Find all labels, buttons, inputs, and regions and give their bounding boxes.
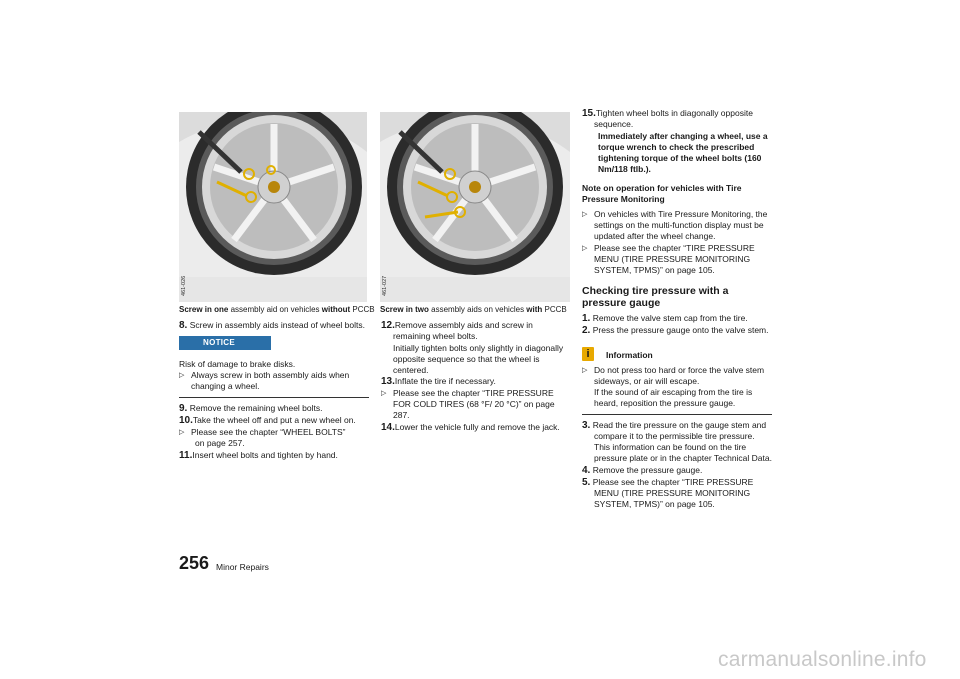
step-12: 12.Remove assembly aids and screw in remaining wheel bolts. xyxy=(381,320,533,341)
section-heading: Checking tire pressure with a pressure gauge xyxy=(582,285,729,309)
page-number: 256 xyxy=(179,553,210,573)
gauge-step-4: 4. Remove the pressure gauge. xyxy=(582,465,703,476)
wheel-illustration xyxy=(380,112,570,302)
divider xyxy=(179,397,369,398)
gauge-step-3: 3. Read the tire pressure on the gauge stem and compare it to the permissible tire pressure. This information can be found on the tire pressure plate or in the chapter Technical Data. xyxy=(582,420,772,463)
step-9: 9. Remove the remaining wheel bolts. xyxy=(179,403,323,414)
figure-caption-left: Screw in one assembly aid on vehicles without PCCB xyxy=(179,305,375,314)
wheel-figure-one-aid xyxy=(179,112,367,302)
gauge-step-1: 1. Remove the valve stem cap from the tire. xyxy=(582,313,748,324)
divider xyxy=(582,414,772,415)
bullet-tpms-menu: ▷ Please see the chapter “TIRE PRESSURE MENU (TIRE PRESSURE MONITORING SYSTEM, TPMS)” on page 105. xyxy=(582,243,772,276)
tpms-note-heading: Note on operation for vehicles with Tire Pressure Monitoring xyxy=(582,183,742,204)
gauge-step-5: 5. Please see the chapter “TIRE PRESSURE MENU (TIRE PRESSURE MONITORING SYSTEM, TPMS)” on page 105. xyxy=(582,477,754,509)
watermark: carmanualsonline.info xyxy=(718,648,927,671)
step-10: 10.Take the wheel off and put a new wheel on. xyxy=(179,415,356,426)
step-8: 8. Screw in assembly aids instead of wheel bolts. xyxy=(179,320,365,331)
figure-id-right: 461-027 xyxy=(382,275,388,296)
gauge-step-2: 2. Press the pressure gauge onto the valve stem. xyxy=(582,325,769,336)
info-icon: i xyxy=(582,347,594,361)
figure-caption-right: Screw in two assembly aids on vehicles with PCCB xyxy=(380,305,567,314)
step-15: 15.Tighten wheel bolts in diagonally opposite sequence. xyxy=(582,108,753,129)
column-3 xyxy=(582,108,772,511)
information-box xyxy=(582,346,772,361)
step-12-detail: Initially tighten bolts only slightly in diagonally opposite sequence so that the wheel is centered. xyxy=(393,343,564,375)
bullet-assembly-aids: ▷ Always screw in both assembly aids when changing a wheel. xyxy=(179,370,369,392)
bullet-wheel-bolts: ▷ Please see the chapter “WHEEL BOLTS” on page 257. xyxy=(179,427,369,449)
figure-id-left: 461-026 xyxy=(181,275,187,296)
step-13: 13.Inflate the tire if necessary. xyxy=(381,376,496,387)
bullet-valve-stem: ▷ Do not press too hard or force the valve stem sideways, or air will escape. If the sound of air escaping from the tire is heard, reposition the pressure gauge. xyxy=(582,365,772,409)
wheel-illustration xyxy=(179,112,367,302)
information-label: Information xyxy=(606,350,653,360)
bullet-tpms-update: ▷ On vehicles with Tire Pressure Monitoring, the settings on the multi-function display must be updated after the wheel change. xyxy=(582,209,772,242)
torque-warning: Immediately after changing a wheel, use a torque wrench to check the prescribed tightening torque of the wheel bolts (160 Nm/118 ftlb.). xyxy=(598,131,768,174)
column-1 xyxy=(179,320,369,462)
wheel-figure-two-aids xyxy=(380,112,570,302)
risk-text: Risk of damage to brake disks. xyxy=(179,359,296,369)
notice-banner: NOTICE xyxy=(179,336,271,350)
bullet-tire-pressure-cold: ▷ Please see the chapter “TIRE PRESSURE FOR COLD TIRES (68 °F/ 20 °C)” on page 287. xyxy=(381,388,571,421)
column-2 xyxy=(381,320,571,434)
step-11: 11.Insert wheel bolts and tighten by hand. xyxy=(179,450,338,461)
section-name: Minor Repairs xyxy=(216,562,269,572)
step-14: 14.Lower the vehicle fully and remove the jack. xyxy=(381,422,560,433)
